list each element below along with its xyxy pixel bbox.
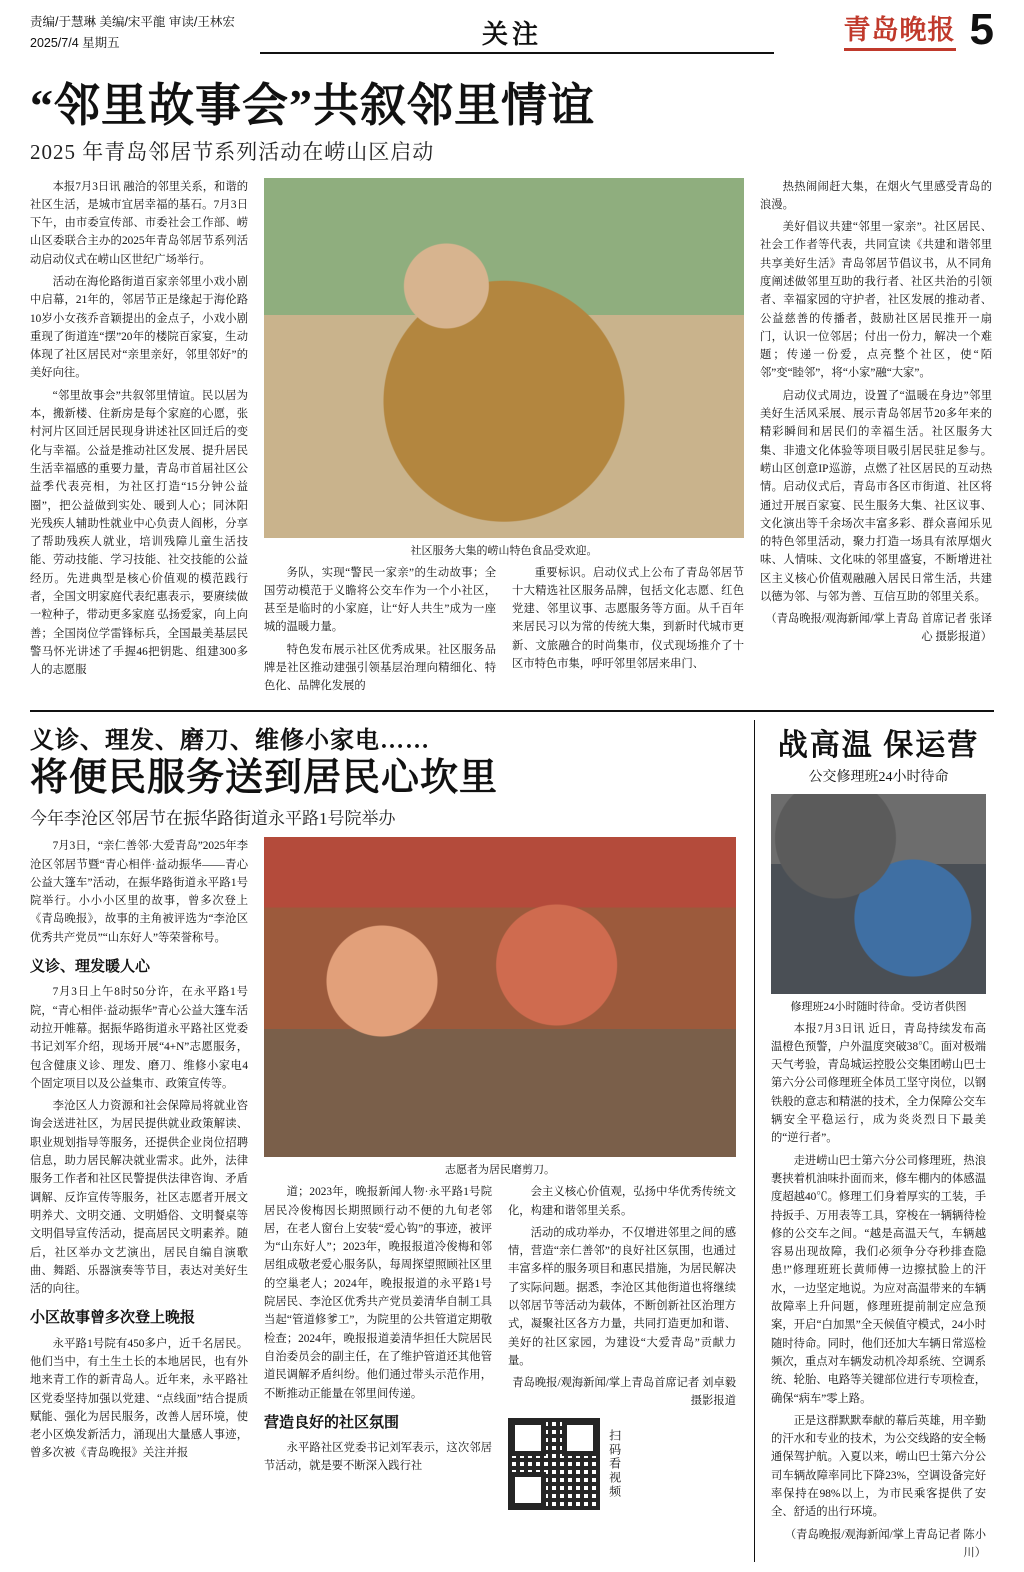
- top-column-3: [760, 178, 992, 700]
- mid-column-2b: [508, 1183, 736, 1510]
- paragraph: 活动在海伦路街道百家亲邻里小戏小剧中启幕，21年的，邻居节正是缘起于海伦路10岁小女孩乔音颖提出的金点子，小戏小剧重现了街道连“摆”20年的楼院百家宴，生动体现了社区居民对“亲里亲好，邻里邻好”的美好向往。: [30, 276, 248, 380]
- section-title: 关注: [481, 20, 542, 49]
- top-story-header: [0, 66, 1024, 166]
- right-story-body: [771, 1020, 986, 1562]
- paragraph: 7月3日上午8时50分许，在永平路1号院，“青心相伴·益动振华”青心公益大篷车活动拉开帷幕。据振华路街道永平路社区党委书记刘军介绍，现场开展“4+N”志愿服务，包含健康义诊、理发、磨刀、维修小家电4个固定项目以及公益集市、政策宣传等。: [30, 986, 248, 1090]
- lower-section: [0, 712, 1024, 1562]
- mid-story: [30, 720, 736, 1562]
- mid-story-photo: [264, 837, 736, 1157]
- paragraph: 正是这群默默奉献的幕后英雄，用辛勤的汗水和专业的技术，为公交线路的安全畅通保驾护航。入夏以来，崂山巴士第六分公司车辆故障率同比下降23%，空调设备完好率保持在98%以上，为市民乘客提供了安全、舒适的出行环境。: [771, 1414, 986, 1519]
- paragraph: 本报7月3日讯 融洽的邻里关系，和谐的社区生活，是城市宜居幸福的基石。7月3日下午，由市委宣传部、市委社会工作部、崂山区委联合主办的2025年青岛邻居节系列活动启动仪式在崂山区世纪广场举行。: [30, 180, 248, 266]
- paragraph: 启动仪式周边，设置了“温暖在身边”邻里美好生活风采展、展示青岛邻居节20多年来的精彩瞬间和居民们的幸福生活。社区服务大集、非遗文化体验等项目吸引居民驻足参与。崂山区创意IP巡游，点燃了社区居民的互动热情。启动仪式后，青岛市各区市街道、社区将通过开展百家宴、民生服务大集、社区议事、文化演出等千余场次丰富多彩、群众喜闻乐见的特色邻里活动，聚力打造一场具有浓厚烟火味、人情味、文化味的邻里盛宴，不断增进社区主义核心价值观融融入居民日常生活，共建以德为邻、与邻为善、互信互助的邻里关系。: [760, 389, 992, 604]
- mid-story-subhead: 今年李沧区邻居节在振华路街道永平路1号院举办: [30, 809, 396, 829]
- paragraph: 走进崂山巴士第六分公司修理班，热浪裹挟着机油味扑面而来，修车棚内的体感温度超越40℃。修理工们身着厚实的工装，手持扳手、万用表等工具，穿梭在一辆辆待检修的公交车之间。“越是高温天气，车辆越容易出现故障，我们必须争分夺秒排查隐患!”修理班班长黄师傅一边擦拭脸上的汗水，一边坚定地说。为应对高温带来的车辆故障率上升问题，修理班提前制定应急预案，开启“白加黑”全天候值守模式，24小时随时待命。同时，他们还加大车辆日常巡检频次，重点对车辆发动机冷却系统、空调系统、轮胎、电路等关键部位进行专项检查，确保“病车”零上路。: [771, 1154, 986, 1405]
- photo-caption: 社区服务大集的崂山特色食品受欢迎。: [410, 544, 598, 557]
- paragraph: 李沧区人力资源和社会保障局将就业咨询会送进社区，为居民提供就业政策解读、职业规划指导等服务，还提供企业岗位招聘信息，助力居民解决就业需求。此外，法律服务工作者和社区民警提供法律咨询、矛盾调解、反诈宣传等服务，社区志愿者开展文明养犬、文明交通、文明婚俗、文明餐桌等文明倡导宣传活动，提高居民文明素养。随后，社区举办文艺演出，居民自编自演歌曲、舞蹈、乐器演奏等节目，表达对美好生活的向往。: [30, 1100, 248, 1296]
- paragraph: 热热闹闹赶大集，在烟火气里感受青岛的浪漫。: [760, 180, 992, 211]
- paragraph: 永平路1号院有450多户，近千名居民。他们当中，有土生土长的本地居民，也有外地来青工作的新青岛人。近年来，永平路社区党委坚持加强以党建、“点线面”结合提质赋能、强化为居民服务，改善人居环境，使老小区焕发新活力，涌现出大量感人事迹，曾多次被《青岛晚报》关注并报: [30, 1337, 248, 1460]
- paragraph: 道；2023年，晚报新闻人物·永平路1号院居民冷俊梅因长期照顾行动不便的九旬老邻居，在老人窗台上安装“爱心钩”的事迹，被评为“山东好人”；2023年，晚报报道冷俊梅和邻居组成敬老爱心服务队，每周探望照顾社区里的空巢老人；2024年，晚报报道的永平路1号院居民、李沧区优秀共产党员姜清华自制工具当起“管道修爹工”，为院里的公共管道定期敬检查；2024年，晚报报道姜清华担任大院居民自治委员会的副主任，在了维护管道还其他管道民调解矛盾纠纷。他们通过带头示范作用，不断推动正能量在邻里间传递。: [264, 1186, 492, 1400]
- mid-column-1: [30, 837, 248, 1510]
- mid-column-2: [264, 837, 736, 1510]
- page-number: 5: [969, 4, 994, 54]
- paragraph: 会主义核心价值观，弘扬中华优秀传统文化，构建和谐邻里关系。: [508, 1186, 736, 1217]
- paragraph: 重要标识。启动仪式上公布了青岛邻居节十大精选社区服务品牌，包括文化志愿、红色党建、邻里议事、志愿服务等方面。从千百年来居民习以为常的传统大集，到新时代城市更新、文旅融合的时尚集市，仪式现场推介了十区市特色市集，呼吁邻里邻居来串门、: [512, 566, 744, 670]
- top-column-2b: [512, 564, 744, 700]
- top-story-body: [0, 172, 1024, 700]
- mid-story-kicker: 义诊、理发、磨刀、维修小家电……: [30, 727, 430, 754]
- right-story-subtitle: 公交修理班24小时待命: [808, 769, 949, 785]
- top-story-byline: （青岛晚报/观海新闻/掌上青岛 首席记者 张译心 摄影报道）: [765, 613, 992, 644]
- right-story-title: 战高温 保运营: [777, 728, 980, 762]
- qr-label: 扫码看视频: [607, 1429, 622, 1500]
- top-story-subhead: 2025 年青岛邻居节系列活动在崂山区启动: [30, 139, 435, 164]
- mid-subheading-3: 营造良好的社区氛围: [264, 1414, 400, 1431]
- qr-code[interactable]: [508, 1418, 600, 1510]
- photo-caption: 志愿者为居民磨剪刀。: [445, 1164, 555, 1177]
- mid-story-title: 将便民服务送到居民心坎里: [30, 756, 499, 799]
- top-column-2a: [264, 564, 496, 700]
- masthead: [0, 0, 1024, 66]
- right-story-byline: （青岛晚报/观海新闻/掌上青岛记者 陈小川）: [784, 1528, 986, 1559]
- right-story: [754, 720, 986, 1562]
- paragraph: “邻里故事会”共叙邻里情谊。民以居为本，搬新楼、住新房是每个家庭的心愿，张村河片区回迁居民现身讲述社区回迁后的变化与幸福。公益是推动社区发展、提升居民生活幸福感的重要力量，青岛市首届社区公益季代表亮相，为社区打造“15分钟公益圈”，把公益做到实处、暖到人心；同沐阳光残疾人辅助性就业中心负责人阎彬，分享了帮助残疾人就业，培训残障儿童生活技能、劳动技能、学习技能、社交技能的公益经历。先进典型是核心价值观的模范践行者，全国文明家庭代表纪惠表示，要赓续做一粒种子，带动更多家庭 弘扬爱家，向上向善；全国岗位学雷锋标兵，全国最美基层民警马怀光讲述了手握46把钥匙、组建300多人的志愿服: [30, 389, 248, 677]
- right-story-photo: [771, 794, 986, 994]
- qr-block: [508, 1418, 736, 1510]
- credits-line-2: 2025/7/4 星期五: [30, 35, 120, 50]
- photo-caption: 修理班24小时随时待命。受访者供图: [790, 1000, 967, 1013]
- page-title: “邻里故事会”共叙邻里情谊: [30, 80, 595, 131]
- paragraph: 活动的成功举办，不仅增进邻里之间的感情，营造“亲仁善邻”的良好社区氛围，也通过丰富多样的服务项目和惠民措施，为居民解决了实际问题。据悉，李沧区其他街道也将继续以邻居节等活动为载体，不断创新社区治理方式，凝聚社区各方力量，共同打造更加和谐、美好的社区家园，为建设“大爱青岛”贡献力量。: [508, 1226, 736, 1367]
- masthead-right: [843, 4, 994, 54]
- paper-logo: 青岛晚报: [844, 8, 956, 51]
- mid-story-byline: 青岛晚报/观海新闻/掌上青岛首席记者 刘卓毅 摄影报道: [512, 1377, 736, 1408]
- paragraph: 7月3日，“亲仁善邻·大爱青岛”2025年李沧区邻居节暨“青心相伴·益动振华——青心公益大篷车”活动，在振华路街道永平路1号院举行。小小小区里的故事，曾多次登上《青岛晚报》，故事的主角被评选为“李沧区优秀共产党员”“山东好人”等荣誉称号。: [30, 840, 248, 944]
- paragraph: 本报7月3日讯 近日，青岛持续发布高温橙色预警，户外温度突破38℃。面对极端天气考验，青岛城运控股公交集团崂山巴士第六分公司修理班全体员工坚守岗位，以钢铁般的意志和精湛的技术，全力保障公交车辆安全平稳运行，成为炎炎烈日下最美的“逆行者”。: [771, 1022, 986, 1145]
- mid-subheading-1: 义诊、理发暖人心: [30, 959, 151, 976]
- top-column-2: [264, 178, 744, 700]
- paragraph: 特色发布展示社区优秀成果。社区服务品牌是社区推动建强引领基层治理向精细化、特色化、品牌化发展的: [264, 643, 496, 693]
- top-story-photo: [264, 178, 744, 538]
- mid-subheading-2: 小区故事曾多次登上晚报: [30, 1310, 196, 1327]
- mid-column-2a: [264, 1183, 492, 1510]
- credits-line-1: 责编/于慧琳 美编/宋平龍 审读/王林宏: [30, 15, 235, 29]
- paragraph: 务队，实现“警民一家亲”的生动故事；全国劳动模范于义瞻将公交车作为一个小社区，甚至是临时的小家庭，让“好人共生”成为一座城的温暖力量。: [264, 566, 496, 634]
- masthead-rule: [260, 52, 774, 54]
- paragraph: 美好倡议共建“邻里一家亲”。社区居民、社会工作者等代表，共同宣读《共建和谐邻里 共享美好生活》青岛邻居节倡议书，从不同角度阐述做邻里互助的我行者、社区共治的引领者、幸福家园的守护者，社区发展的推动者、公益慈善的传播者，鼓励社区居民推开一扇门，认识一位邻居；付出一份力，解决一个难题；传递一份爱，点亮整个社区，使“陌邻”变“睦邻”，将“小家”融“大家”。: [760, 221, 992, 380]
- paragraph: 永平路社区党委书记刘军表示，这次邻居节活动，就是要不断深入践行社: [264, 1442, 492, 1473]
- top-column-1: [30, 178, 248, 700]
